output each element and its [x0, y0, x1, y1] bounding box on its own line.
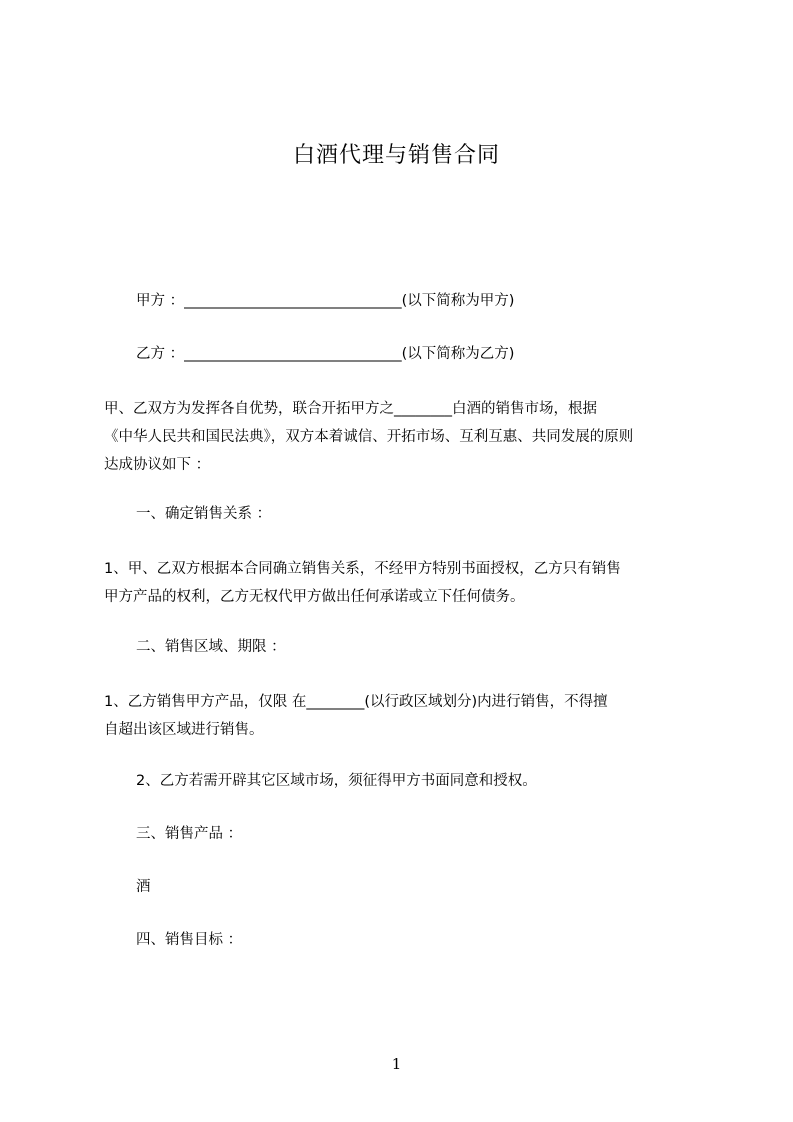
section-4-heading: 四、销售目标 ：: [136, 932, 243, 948]
document-title: 白酒代理与销售合同: [292, 143, 500, 168]
section-1-clause-1-line-1: 1、甲、乙双方根据本合同确立销售关系，不经甲方特别书面授权，乙方只有销售: [104, 561, 621, 577]
intro-line-1: 甲、乙双方为发挥各自优势，联合开拓甲方之________白酒的销售市场，根据: [104, 401, 597, 417]
section-2-heading: 二、销售区域、期限 ：: [136, 639, 286, 655]
section-2-clause-1-line-2: 自超出该区域进行销售。: [104, 722, 264, 738]
intro-line-2: 《中华人民共和国民法典》，双方本着诚信、开拓市场、互利互惠、共同发展的原则: [104, 429, 634, 445]
section-3-body: 酒: [136, 879, 151, 895]
section-2-clause-1-line-1: 1、乙方销售甲方产品，仅限 在________(以行政区域划分)内进行销售，不得擅: [104, 694, 608, 710]
section-3-heading: 三、销售产品 ：: [136, 826, 243, 842]
section-1-clause-1: [104, 555, 714, 611]
intro-line-3: 达成协议如下 ：: [104, 457, 211, 473]
section-1-clause-1-line-2: 甲方产品的权利，乙方无权代甲方做出任何承诺或立下任何债务。: [104, 589, 525, 605]
section-2-clause-2: 2、乙方若需开辟其它区域市场，须征得甲方书面同意和授权。: [136, 773, 537, 789]
intro-paragraph: [104, 395, 714, 479]
section-2-clause-1: [104, 688, 714, 744]
party-b-line: 乙方 ：______________________________(以下简称为乙方): [136, 346, 515, 362]
section-1-heading: 一、确定销售关系 ：: [136, 506, 272, 522]
page-number: 1: [391, 1055, 402, 1073]
party-a-line: 甲方 ：______________________________(以下简称为甲方): [136, 293, 515, 309]
